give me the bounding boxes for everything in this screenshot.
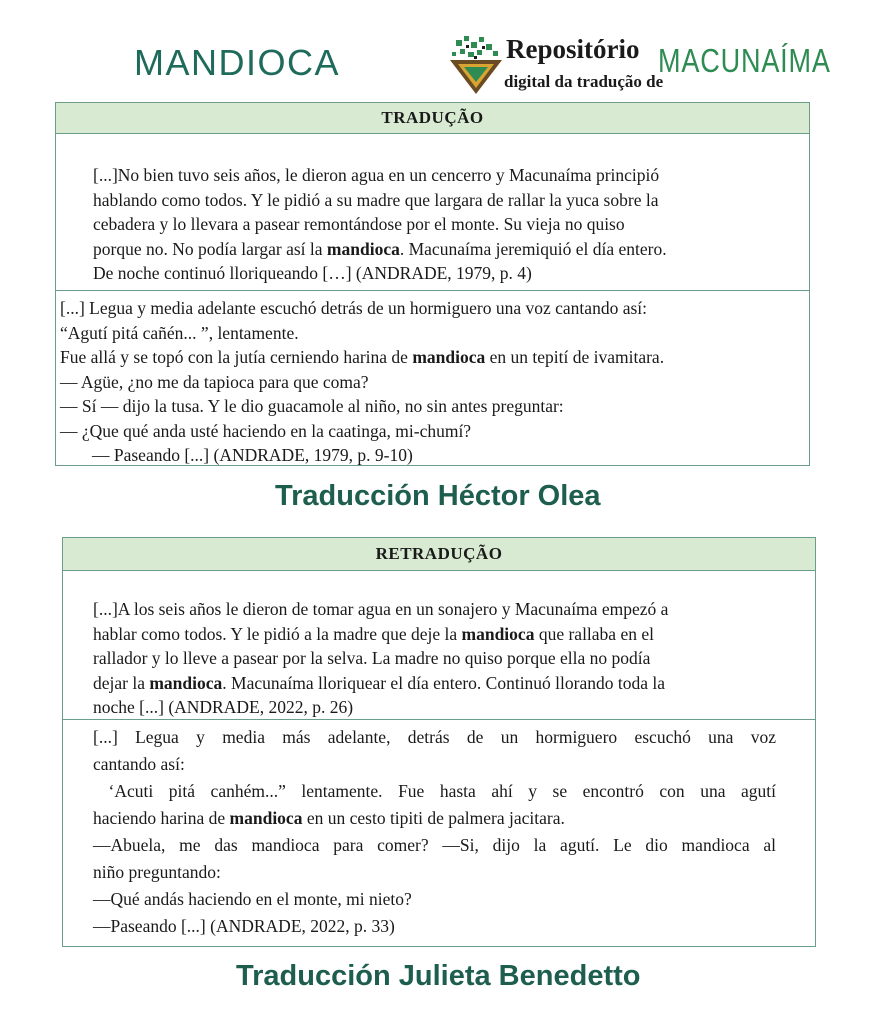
quote-line: hablar como todos. Y le pidió a la madre que deje la mandioca que rallaba en el [93,623,654,644]
quote-line: niño preguntando: [93,862,221,882]
logo-brand: MACUNAÍMA [658,42,831,79]
page-title: MANDIOCA [134,42,341,83]
quote-line: [...]A los seis años le dieron de tomar agua en un sonajero y Macunaíma empezó a [93,599,669,619]
quote-line: — Agüe, ¿no me da tapioca para que coma? [60,371,369,392]
quote-line: [...]No bien tuvo seis años, le dieron agua en un cencerro y Macunaíma principió [93,165,660,185]
quote-line: porque no. No podía largar así la mandioca. Macunaíma jeremiquió el día entero. [93,238,667,259]
keyword-mandioca: mandioca [461,623,535,644]
translator-caption-2: Traducción Julieta Benedetto [236,960,641,992]
quote-line: — Sí — dijo la tusa. Y le dio guacamole al niño, no sin antes preguntar: [60,396,564,416]
repository-logo[interactable] [446,34,856,96]
traducao-quote-1 [93,163,793,286]
citation-line: —Paseando [...] (ANDRADE, 2022, p. 33) [93,916,395,936]
quote-line: — ¿Que qué anda usté haciendo en la caatinga, mi-chumí? [60,420,472,441]
quote-line: rallador y lo lleve a pasear por la selva. La madre no quiso porque ella no podía [93,648,651,668]
divider [56,290,809,291]
quote-line: haciendo harina de mandioca en un cesto tipiti de palmera jacitara. [93,808,565,828]
citation-line: De noche continuó lloriqueando […] (ANDRADE, 1979, p. 4) [93,263,532,283]
translator-caption-1: Traducción Héctor Olea [275,480,601,512]
quote-line: [...] Legua y media adelante escuchó detrás de un hormiguero una voz cantando así: [60,298,647,318]
retraducao-quote-2 [93,724,776,940]
retraducao-quote-1 [93,597,776,720]
logo-title: Repositório [506,34,640,64]
traducao-heading: TRADUÇÃO [56,103,809,134]
keyword-mandioca: mandioca [229,808,303,828]
quote-line: [...] Legua y media más adelante, detrás de un hormiguero escuchó una voz [93,727,776,747]
retraducao-heading: RETRADUÇÃO [63,538,815,571]
keyword-mandioca: mandioca [149,672,223,693]
quote-line: dejar la mandioca. Macunaíma lloriquear el día entero. Continuó llorando toda la [93,672,666,693]
divider [63,719,815,720]
macunaima-logo-icon [446,34,506,96]
quote-line: —Abuela, me das mandioca para comer? —Si, dijo la agutí. Le dio mandioca al [93,835,776,855]
traducao-quote-2 [60,296,805,468]
quote-line: Fue allá y se topó con la jutía cerniendo harina de mandioca en un tepití de ivamitara. [60,347,665,367]
quote-line: hablando como todos. Y le pidió a su madre que largara de rallar la yuca sobre la [93,189,659,210]
retraducao-box [62,537,816,947]
quote-line: ‘Acuti pitá canhém...” lentamente. Fue hasta ahí y se encontró con una agutí [93,781,776,801]
quote-line: —Qué andás haciendo en el monte, mi nieto? [93,889,412,909]
quote-line: “Agutí pitá cañén... ”, lentamente. [60,322,299,343]
quote-line: cebadera y lo llevara a pasear remontándose por el monte. Su vieja no quiso [93,214,625,234]
traducao-box [55,102,810,466]
quote-line: cantando así: [93,754,185,774]
keyword-mandioca: mandioca [412,347,486,367]
citation-line: noche [...] (ANDRADE, 2022, p. 26) [93,697,354,717]
keyword-mandioca: mandioca [326,238,400,259]
logo-subtitle: digital da tradução de [504,72,664,91]
citation-line: — Paseando [...] (ANDRADE, 1979, p. 9-10) [92,445,413,465]
